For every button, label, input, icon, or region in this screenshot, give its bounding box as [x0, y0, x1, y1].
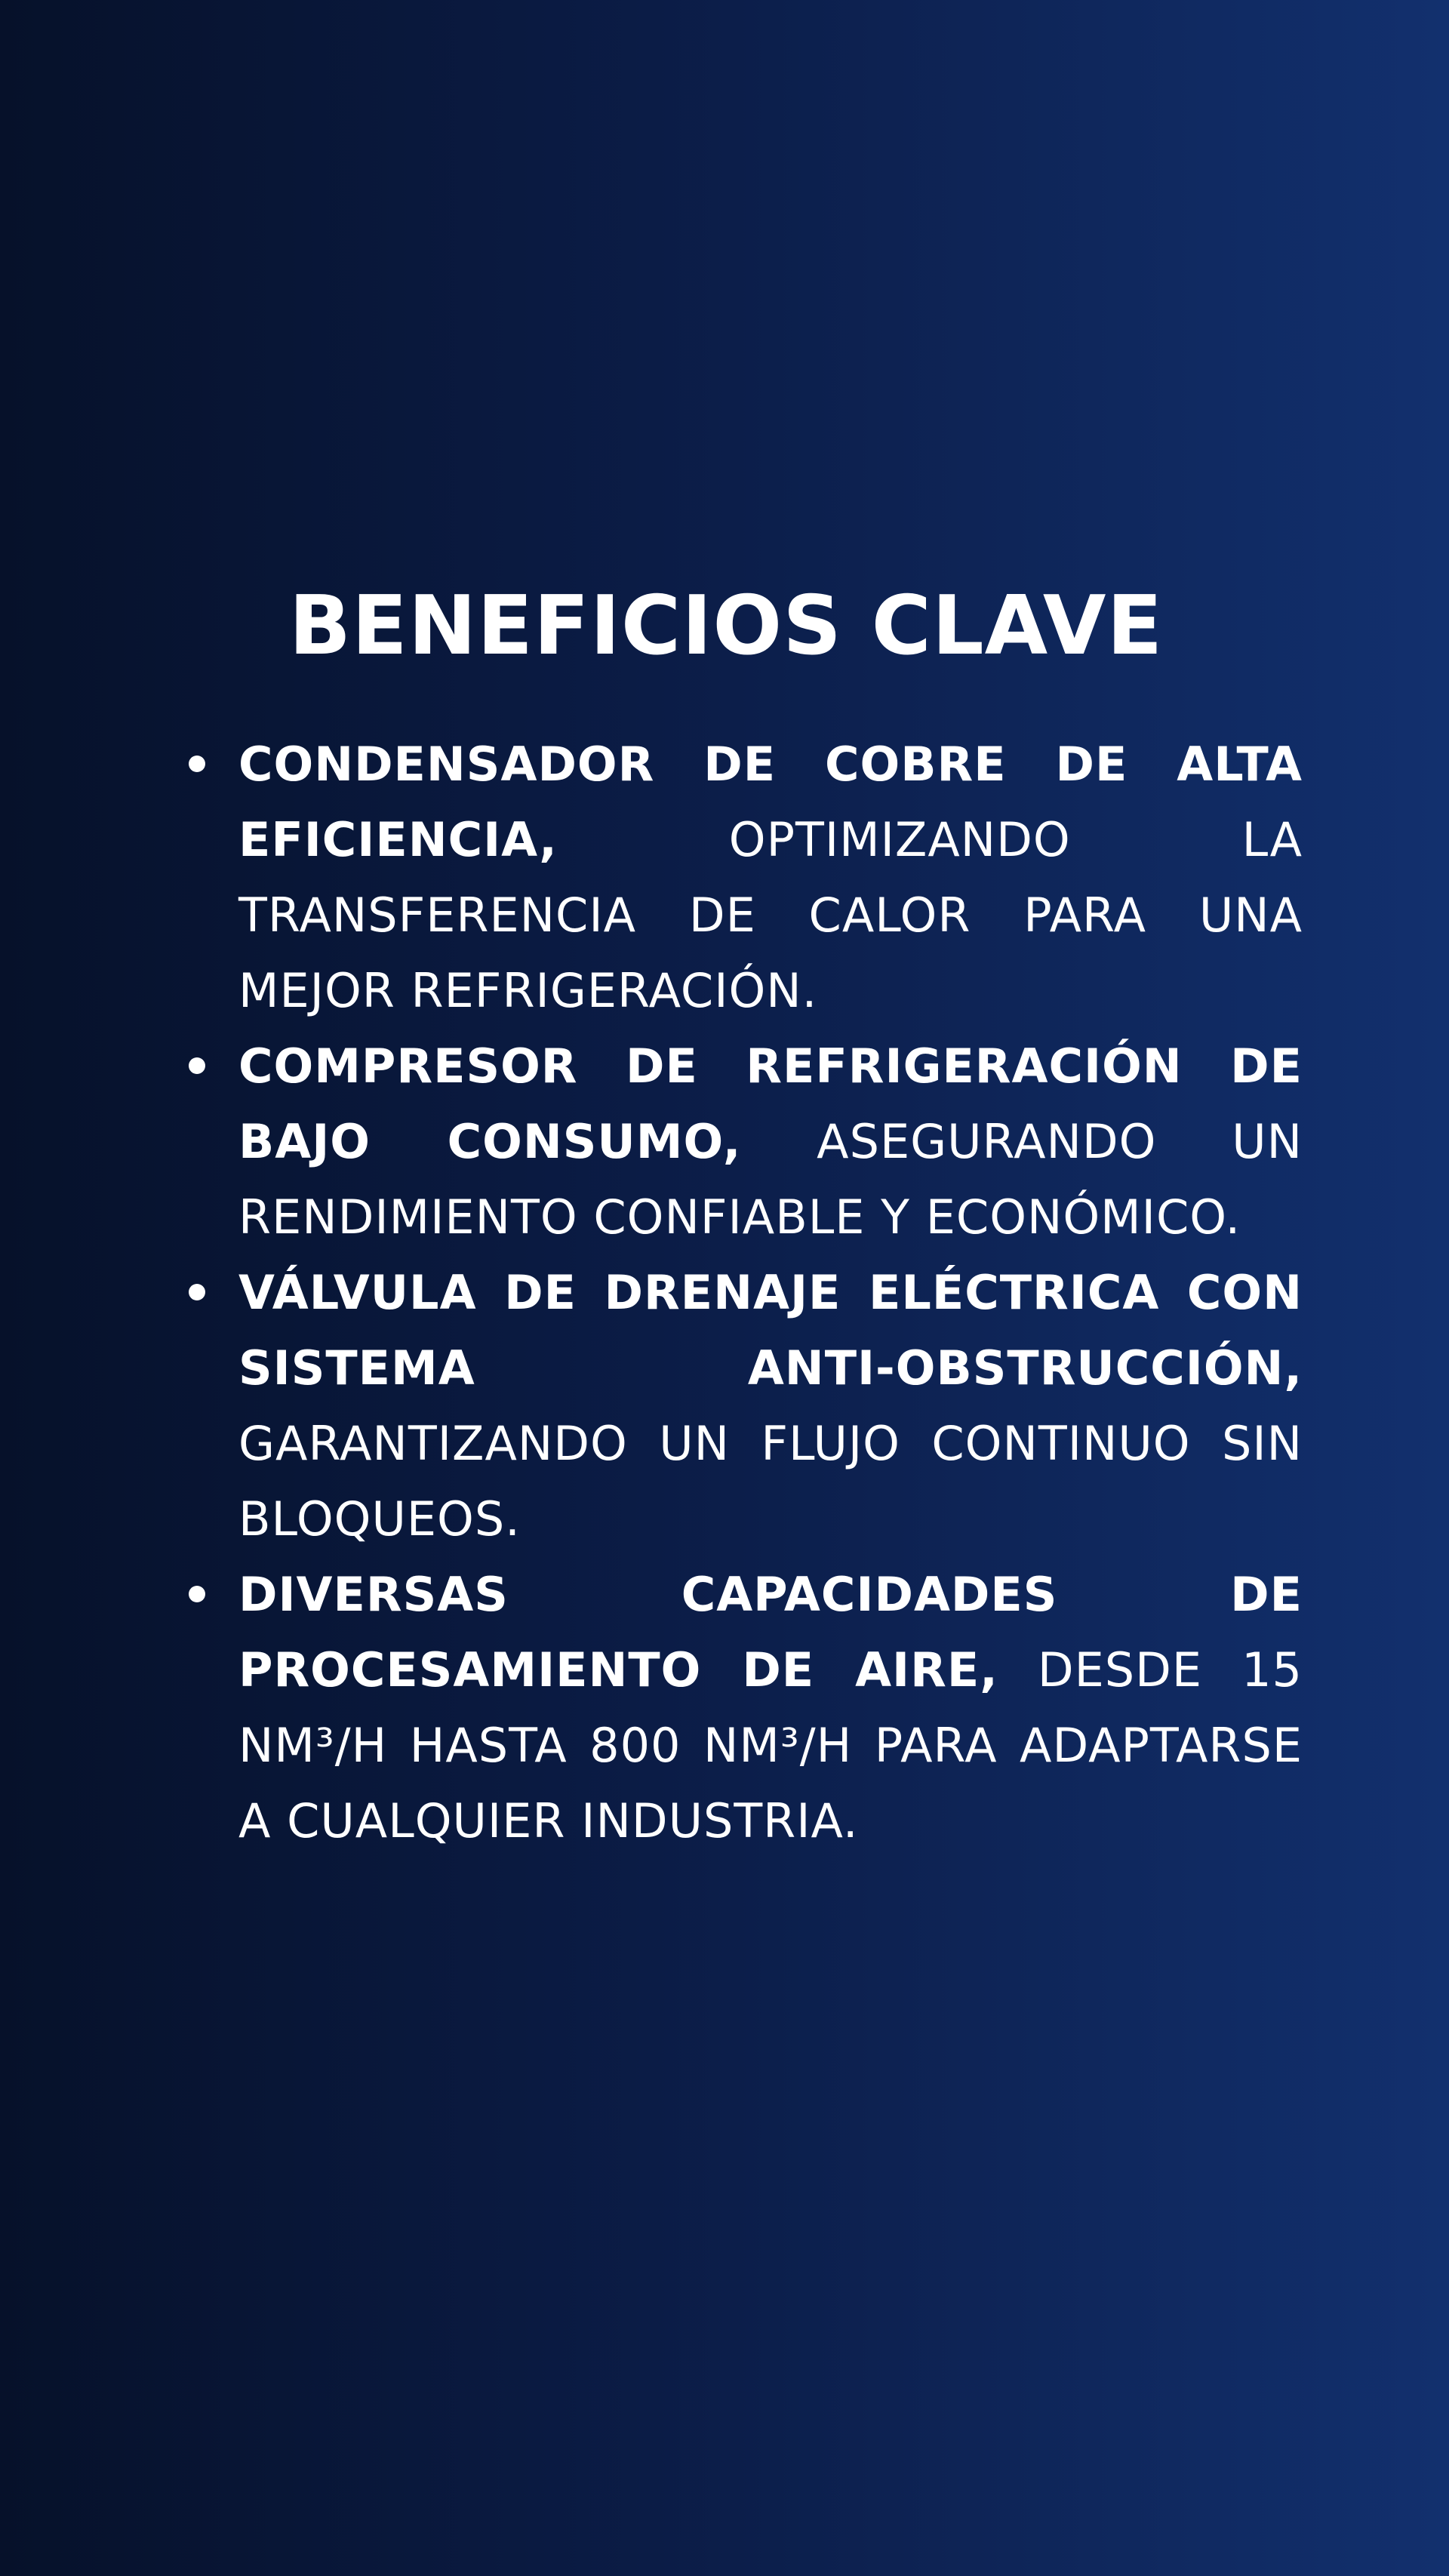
page-title: [0, 581, 1449, 672]
benefit-description: GARANTIZANDO UN FLUJO CONTINUO SIN BLOQUEOS.: [238, 1416, 1303, 1547]
page-title-text: BENEFICIOS CLAVE: [288, 579, 1164, 673]
benefit-description: OPTIMIZANDO LA TRANSFERENCIA DE CALOR PARA UNA MEJOR REFRIGERACIÓN.: [238, 812, 1303, 1018]
benefit-item-drain-valve: [238, 1255, 1303, 1557]
benefit-item-compressor: [238, 1029, 1303, 1255]
benefit-description: ASEGURANDO UN RENDIMIENTO CONFIABLE Y ECONÓMICO.: [238, 1114, 1303, 1245]
benefits-list: [238, 727, 1303, 1859]
benefit-highlight: VÁLVULA DE DRENAJE ELÉCTRICA CON SISTEMA ANTI-OBSTRUCCIÓN,: [238, 1265, 1303, 1396]
benefit-highlight: COMPRESOR DE REFRIGERACIÓN DE BAJO CONSUMO,: [238, 1039, 1303, 1169]
benefit-item-capacities: [238, 1557, 1303, 1859]
bullet-icon: [189, 1284, 205, 1300]
benefit-highlight: DIVERSAS CAPACIDADES DE PROCESAMIENTO DE AIRE,: [238, 1567, 1303, 1697]
bullet-icon: [189, 756, 205, 772]
benefit-highlight: CONDENSADOR DE COBRE DE ALTA EFICIENCIA,: [238, 737, 1303, 867]
benefit-item-condenser: [238, 727, 1303, 1029]
bullet-icon: [189, 1057, 205, 1074]
benefit-description: DESDE 15 NM³/H HASTA 800 NM³/H PARA ADAPTARSE A CUALQUIER INDUSTRIA.: [238, 1642, 1303, 1848]
bullet-icon: [189, 1586, 205, 1602]
